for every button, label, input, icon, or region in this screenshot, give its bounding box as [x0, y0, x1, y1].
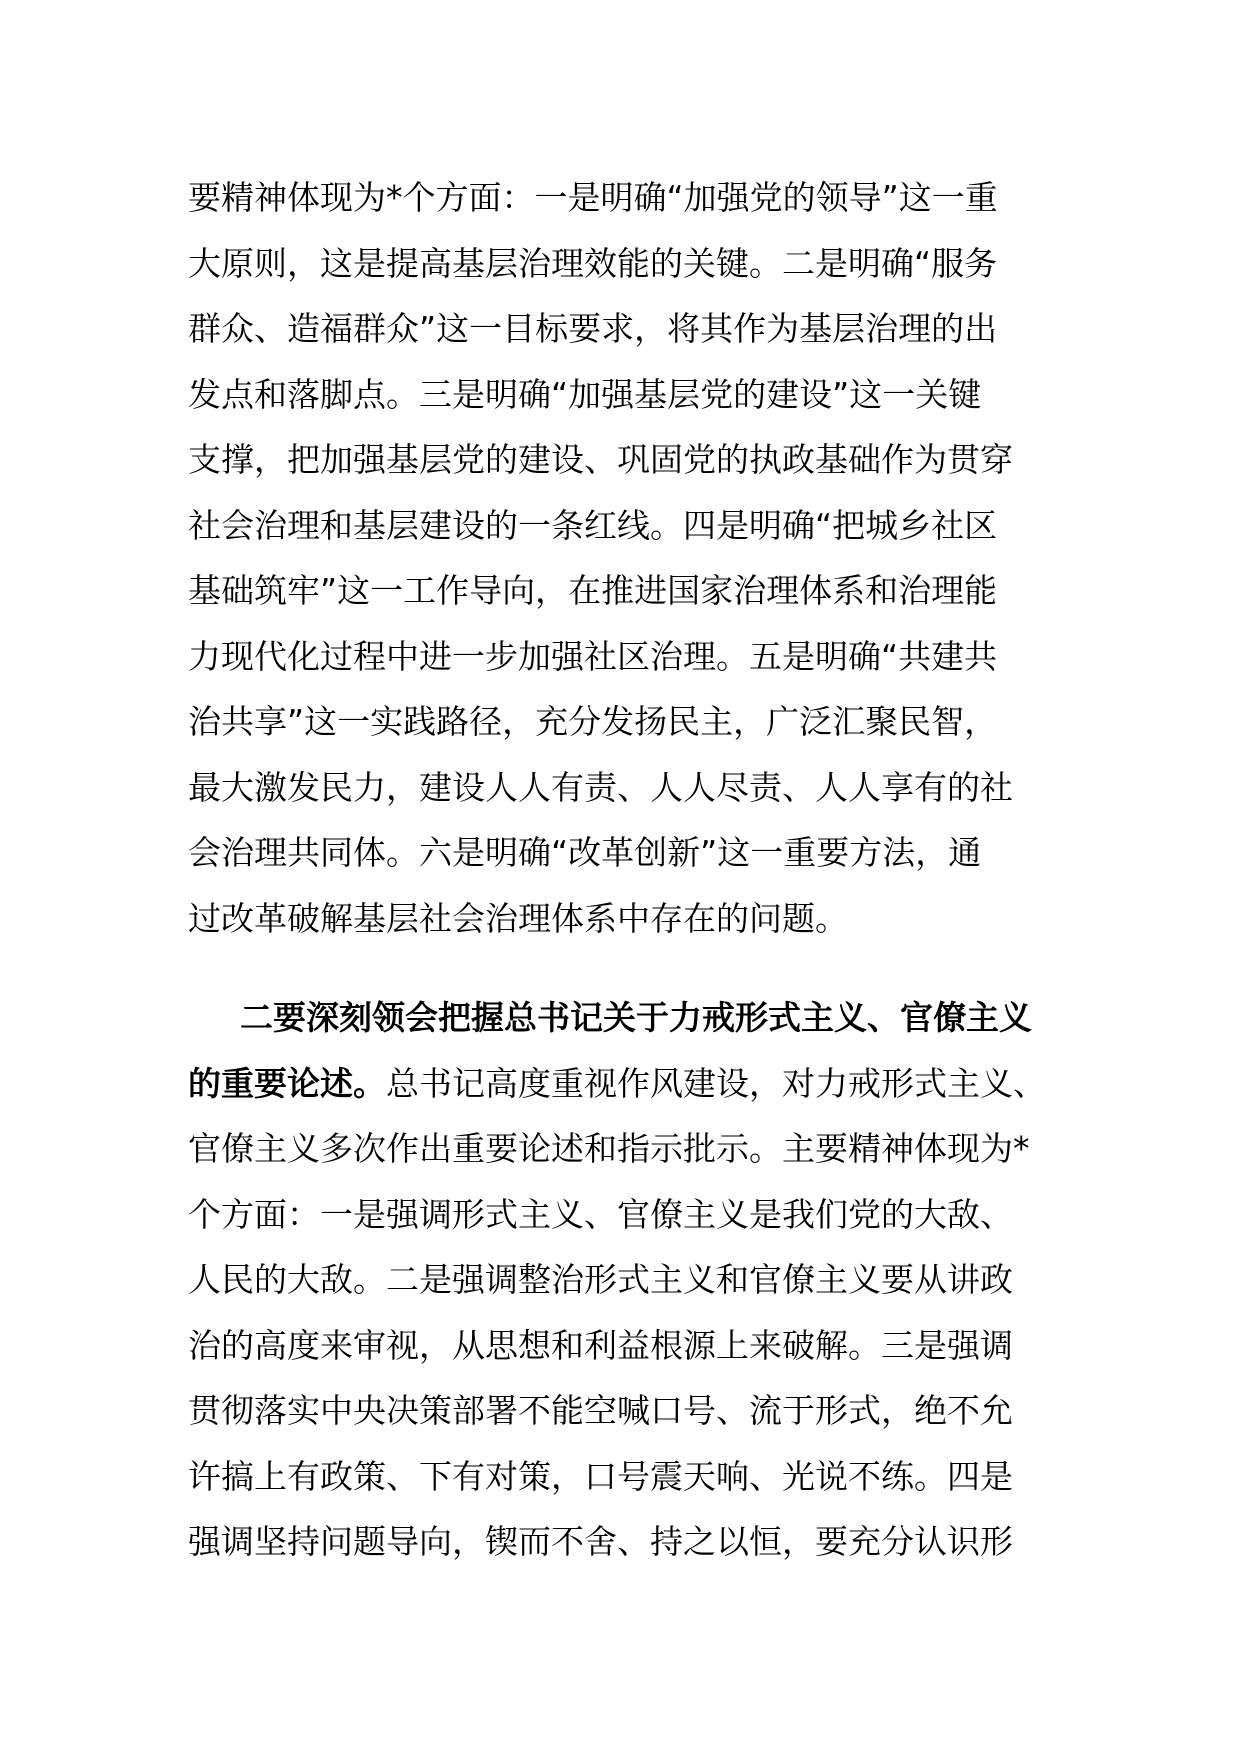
- text-line: 贯彻落实中央决策部署不能空喊口号、流于形式，绝不允: [188, 1391, 1013, 1430]
- text-line: 要精神体现为*个方面：一是明确“加强党的领导”这一重: [188, 178, 998, 217]
- text-line: 许搞上有政策、下有对策，口号震天响、光说不练。四是: [188, 1456, 1013, 1496]
- text-line: 最大激发民力，建设人人有责、人人尽责、人人享有的社: [188, 767, 1013, 807]
- paragraph-spacer: [188, 951, 1068, 985]
- text-line: 社会治理和基层建设的一条红线。四是明确“把城乡社区: [188, 505, 998, 545]
- text-line: 会治理共同体。六是明确“改革创新”这一重要方法，通: [188, 833, 982, 872]
- text-line: 治共享”这一实践路径，充分发扬民主，广泛汇聚民智，: [188, 702, 998, 741]
- text-line: 支撑，把加强基层党的建设、巩固党的执政基础作为贯穿: [188, 440, 1013, 479]
- paragraph-2: [188, 985, 1068, 1575]
- text-line: 强调坚持问题导向，锲而不舍、持之以恒，要充分认识形: [188, 1522, 1013, 1561]
- text-line: 人民的大敌。二是强调整治形式主义和官僚主义要从讲政: [188, 1260, 1013, 1299]
- text-line: 群众、造福群众”这一目标要求，将其作为基层治理的出: [188, 309, 998, 348]
- section-heading-end: 的重要论述。: [188, 1063, 386, 1103]
- text-line: 个方面：一是强调形式主义、官僚主义是我们党的大敌、: [188, 1194, 1013, 1234]
- text-line: 大原则，这是提高基层治理效能的关键。二是明确“服务: [188, 243, 998, 283]
- text-line: 发点和落脚点。三是明确“加强基层党的建设”这一关键: [188, 374, 982, 414]
- document-body: [188, 165, 1068, 1575]
- text-line: 官僚主义多次作出重要论述和指示批示。主要精神体现为*: [188, 1129, 1030, 1168]
- text-run: 总书记高度重视作风建设，对力戒形式主义、: [386, 1063, 1046, 1103]
- paragraph-1: [188, 165, 1068, 951]
- section-heading-line: 二要深刻领会把握总书记关于力戒形式主义、官僚主义: [240, 998, 1032, 1037]
- text-line: 过改革破解基层社会治理体系中存在的问题。: [188, 898, 848, 938]
- text-line: 力现代化过程中进一步加强社区治理。五是明确“共建共: [188, 636, 998, 676]
- text-line: 治的高度来审视，从思想和利益根源上来破解。三是强调: [188, 1325, 1013, 1365]
- text-line: 基础筑牢”这一工作导向，在推进国家治理体系和治理能: [188, 571, 998, 610]
- text-line: [188, 1051, 1068, 1117]
